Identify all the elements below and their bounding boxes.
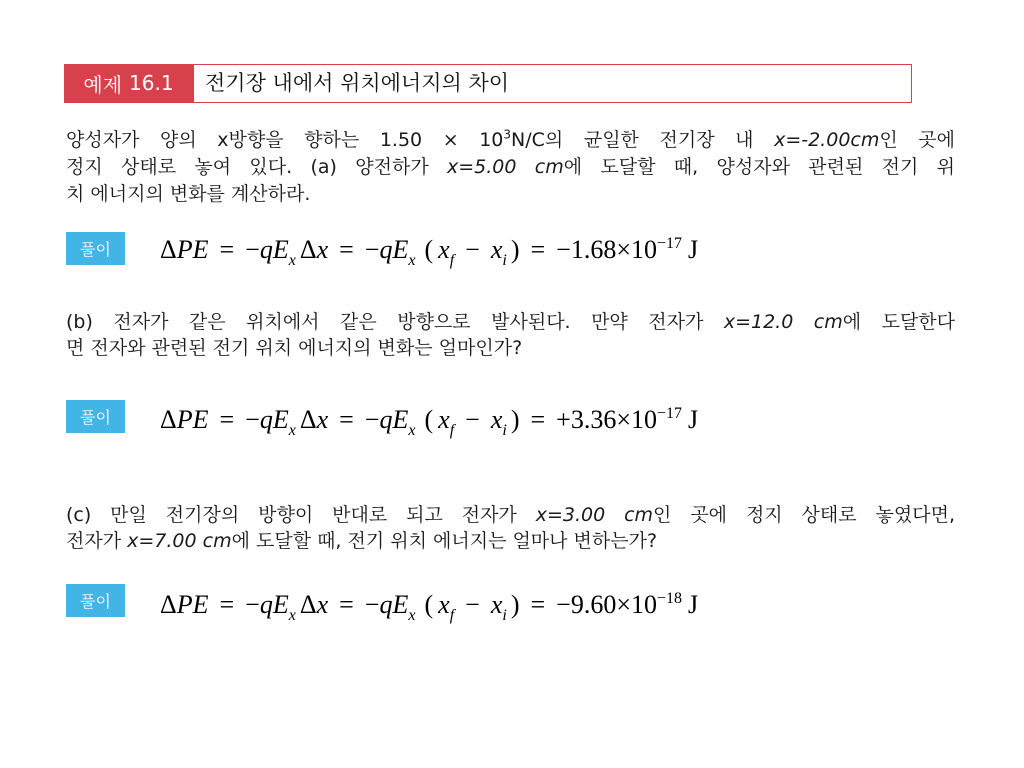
subscript-f: f: [449, 422, 455, 439]
subscript-x: x: [288, 422, 296, 439]
result-value: −1.68×10: [556, 235, 657, 264]
equals-sign: =: [339, 405, 354, 434]
charge-field-symbol: qE: [259, 405, 289, 434]
subscript-x: x: [408, 422, 416, 439]
subscript-x: x: [408, 252, 416, 269]
subscript-x: x: [288, 607, 296, 624]
delta-symbol: Δ: [299, 235, 317, 264]
solution-b-equation: [160, 404, 699, 439]
result-value: +3.36×10: [556, 405, 657, 434]
result-exponent: −17: [656, 405, 683, 422]
subscript-f: f: [449, 607, 455, 624]
equals-sign: =: [530, 405, 546, 434]
result-unit: J: [688, 590, 699, 619]
problem-line: [66, 127, 955, 154]
equals-sign: =: [530, 235, 546, 264]
subscript-f: f: [449, 252, 455, 269]
example-title: 전기장 내에서 위치에너지의 차이: [205, 71, 510, 95]
example-number-tag: [64, 64, 194, 103]
text-segment: 에 도달할 때, 양성자와 관련된 전기 위: [563, 156, 955, 178]
potential-energy-symbol: PE: [176, 405, 209, 434]
charge-field-symbol: qE: [259, 235, 289, 264]
final-position: x=7.00 cm: [127, 530, 232, 552]
equals-sign: =: [219, 590, 235, 619]
text-segment: 인 곳에 정지 상태로 놓였다면,: [653, 504, 955, 526]
position-symbol: x: [490, 405, 503, 434]
problem-line: [66, 154, 955, 181]
example-header: [64, 64, 912, 103]
text-segment: N/C의 균일한 전기장 내: [511, 129, 775, 151]
text-segment: (b) 전자가 같은 위치에서 같은 방향으로 발사된다. 만약 전자가: [66, 311, 724, 333]
problem-line: [66, 309, 955, 335]
text-segment: 인 곳에: [879, 129, 956, 151]
problem-line: [66, 502, 955, 528]
minus-sign: −: [364, 405, 380, 434]
example-number: 16.1: [129, 71, 174, 95]
subscript-x: x: [408, 607, 416, 624]
final-position: x=5.00 cm: [447, 156, 564, 178]
minus-sign: −: [245, 590, 260, 619]
text-segment: 양성자가 양의 x방향을 향하는 1.50 × 10: [66, 129, 504, 151]
result-value: −9.60×10: [556, 590, 657, 619]
displacement-symbol: x: [316, 235, 329, 264]
charge-field-symbol: qE: [379, 590, 409, 619]
delta-symbol: Δ: [160, 405, 177, 434]
position-symbol: x: [438, 405, 450, 434]
text-segment: 정지 상태로 놓여 있다. (a) 양전하가: [66, 156, 447, 178]
final-position: x=12.0 cm: [723, 311, 843, 333]
text-segment: 전자가: [66, 530, 128, 552]
delta-symbol: Δ: [160, 590, 177, 619]
displacement-symbol: x: [316, 590, 329, 619]
problem-c-text: [66, 502, 955, 554]
position-symbol: x: [438, 235, 450, 264]
minus-sign: −: [364, 590, 380, 619]
result-unit: J: [688, 405, 699, 434]
close-paren: ): [510, 405, 520, 434]
minus-sign: −: [465, 405, 480, 434]
equals-sign: =: [339, 235, 354, 264]
position-symbol: x: [438, 590, 450, 619]
equals-sign: =: [219, 235, 235, 264]
solution-c-badge: 풀이: [66, 584, 125, 617]
solution-c-equation: [160, 589, 699, 624]
initial-position: x=-2.00cm: [774, 129, 880, 151]
close-paren: ): [510, 590, 520, 619]
result-unit: J: [688, 235, 699, 264]
text-segment: 에 도달한다: [842, 311, 956, 333]
equals-sign: =: [339, 590, 354, 619]
minus-sign: −: [465, 590, 480, 619]
subscript-x: x: [288, 252, 296, 269]
problem-line: 면 전자와 관련된 전기 위치 에너지의 변화는 얼마인가?: [66, 337, 523, 359]
problem-b-text: [66, 309, 955, 361]
position-symbol: x: [490, 235, 503, 264]
charge-field-symbol: qE: [259, 590, 289, 619]
minus-sign: −: [465, 235, 480, 264]
result-exponent: −18: [656, 590, 683, 607]
subscript-i: i: [502, 607, 507, 624]
equals-sign: =: [530, 590, 546, 619]
delta-symbol: Δ: [160, 235, 177, 264]
open-paren: (: [424, 235, 434, 264]
problem-line: 치 에너지의 변화를 계산하라.: [66, 183, 311, 205]
example-label: 예제: [83, 72, 123, 97]
solution-b-badge: 풀이: [66, 400, 125, 433]
text-segment: 에 도달할 때, 전기 위치 에너지는 얼마나 변하는가?: [231, 530, 658, 552]
displacement-symbol: x: [316, 405, 329, 434]
subscript-i: i: [502, 422, 507, 439]
close-paren: ): [510, 235, 520, 264]
charge-field-symbol: qE: [379, 235, 409, 264]
position-symbol: x: [490, 590, 503, 619]
solution-a-badge: 풀이: [66, 232, 125, 265]
equals-sign: =: [219, 405, 235, 434]
delta-symbol: Δ: [299, 405, 317, 434]
minus-sign: −: [245, 405, 260, 434]
text-segment: (c) 만일 전기장의 방향이 반대로 되고 전자가: [66, 504, 536, 526]
open-paren: (: [424, 405, 434, 434]
problem-line: [66, 528, 955, 554]
solution-a-equation: [160, 234, 699, 269]
open-paren: (: [424, 590, 434, 619]
problem-a-text: [66, 127, 955, 208]
subscript-i: i: [502, 252, 507, 269]
potential-energy-symbol: PE: [176, 235, 209, 264]
minus-sign: −: [364, 235, 380, 264]
potential-energy-symbol: PE: [176, 590, 209, 619]
result-exponent: −17: [656, 235, 683, 252]
initial-position: x=3.00 cm: [535, 504, 654, 526]
superscript-exponent: 3: [503, 127, 512, 142]
delta-symbol: Δ: [299, 590, 317, 619]
minus-sign: −: [245, 235, 260, 264]
charge-field-symbol: qE: [379, 405, 409, 434]
